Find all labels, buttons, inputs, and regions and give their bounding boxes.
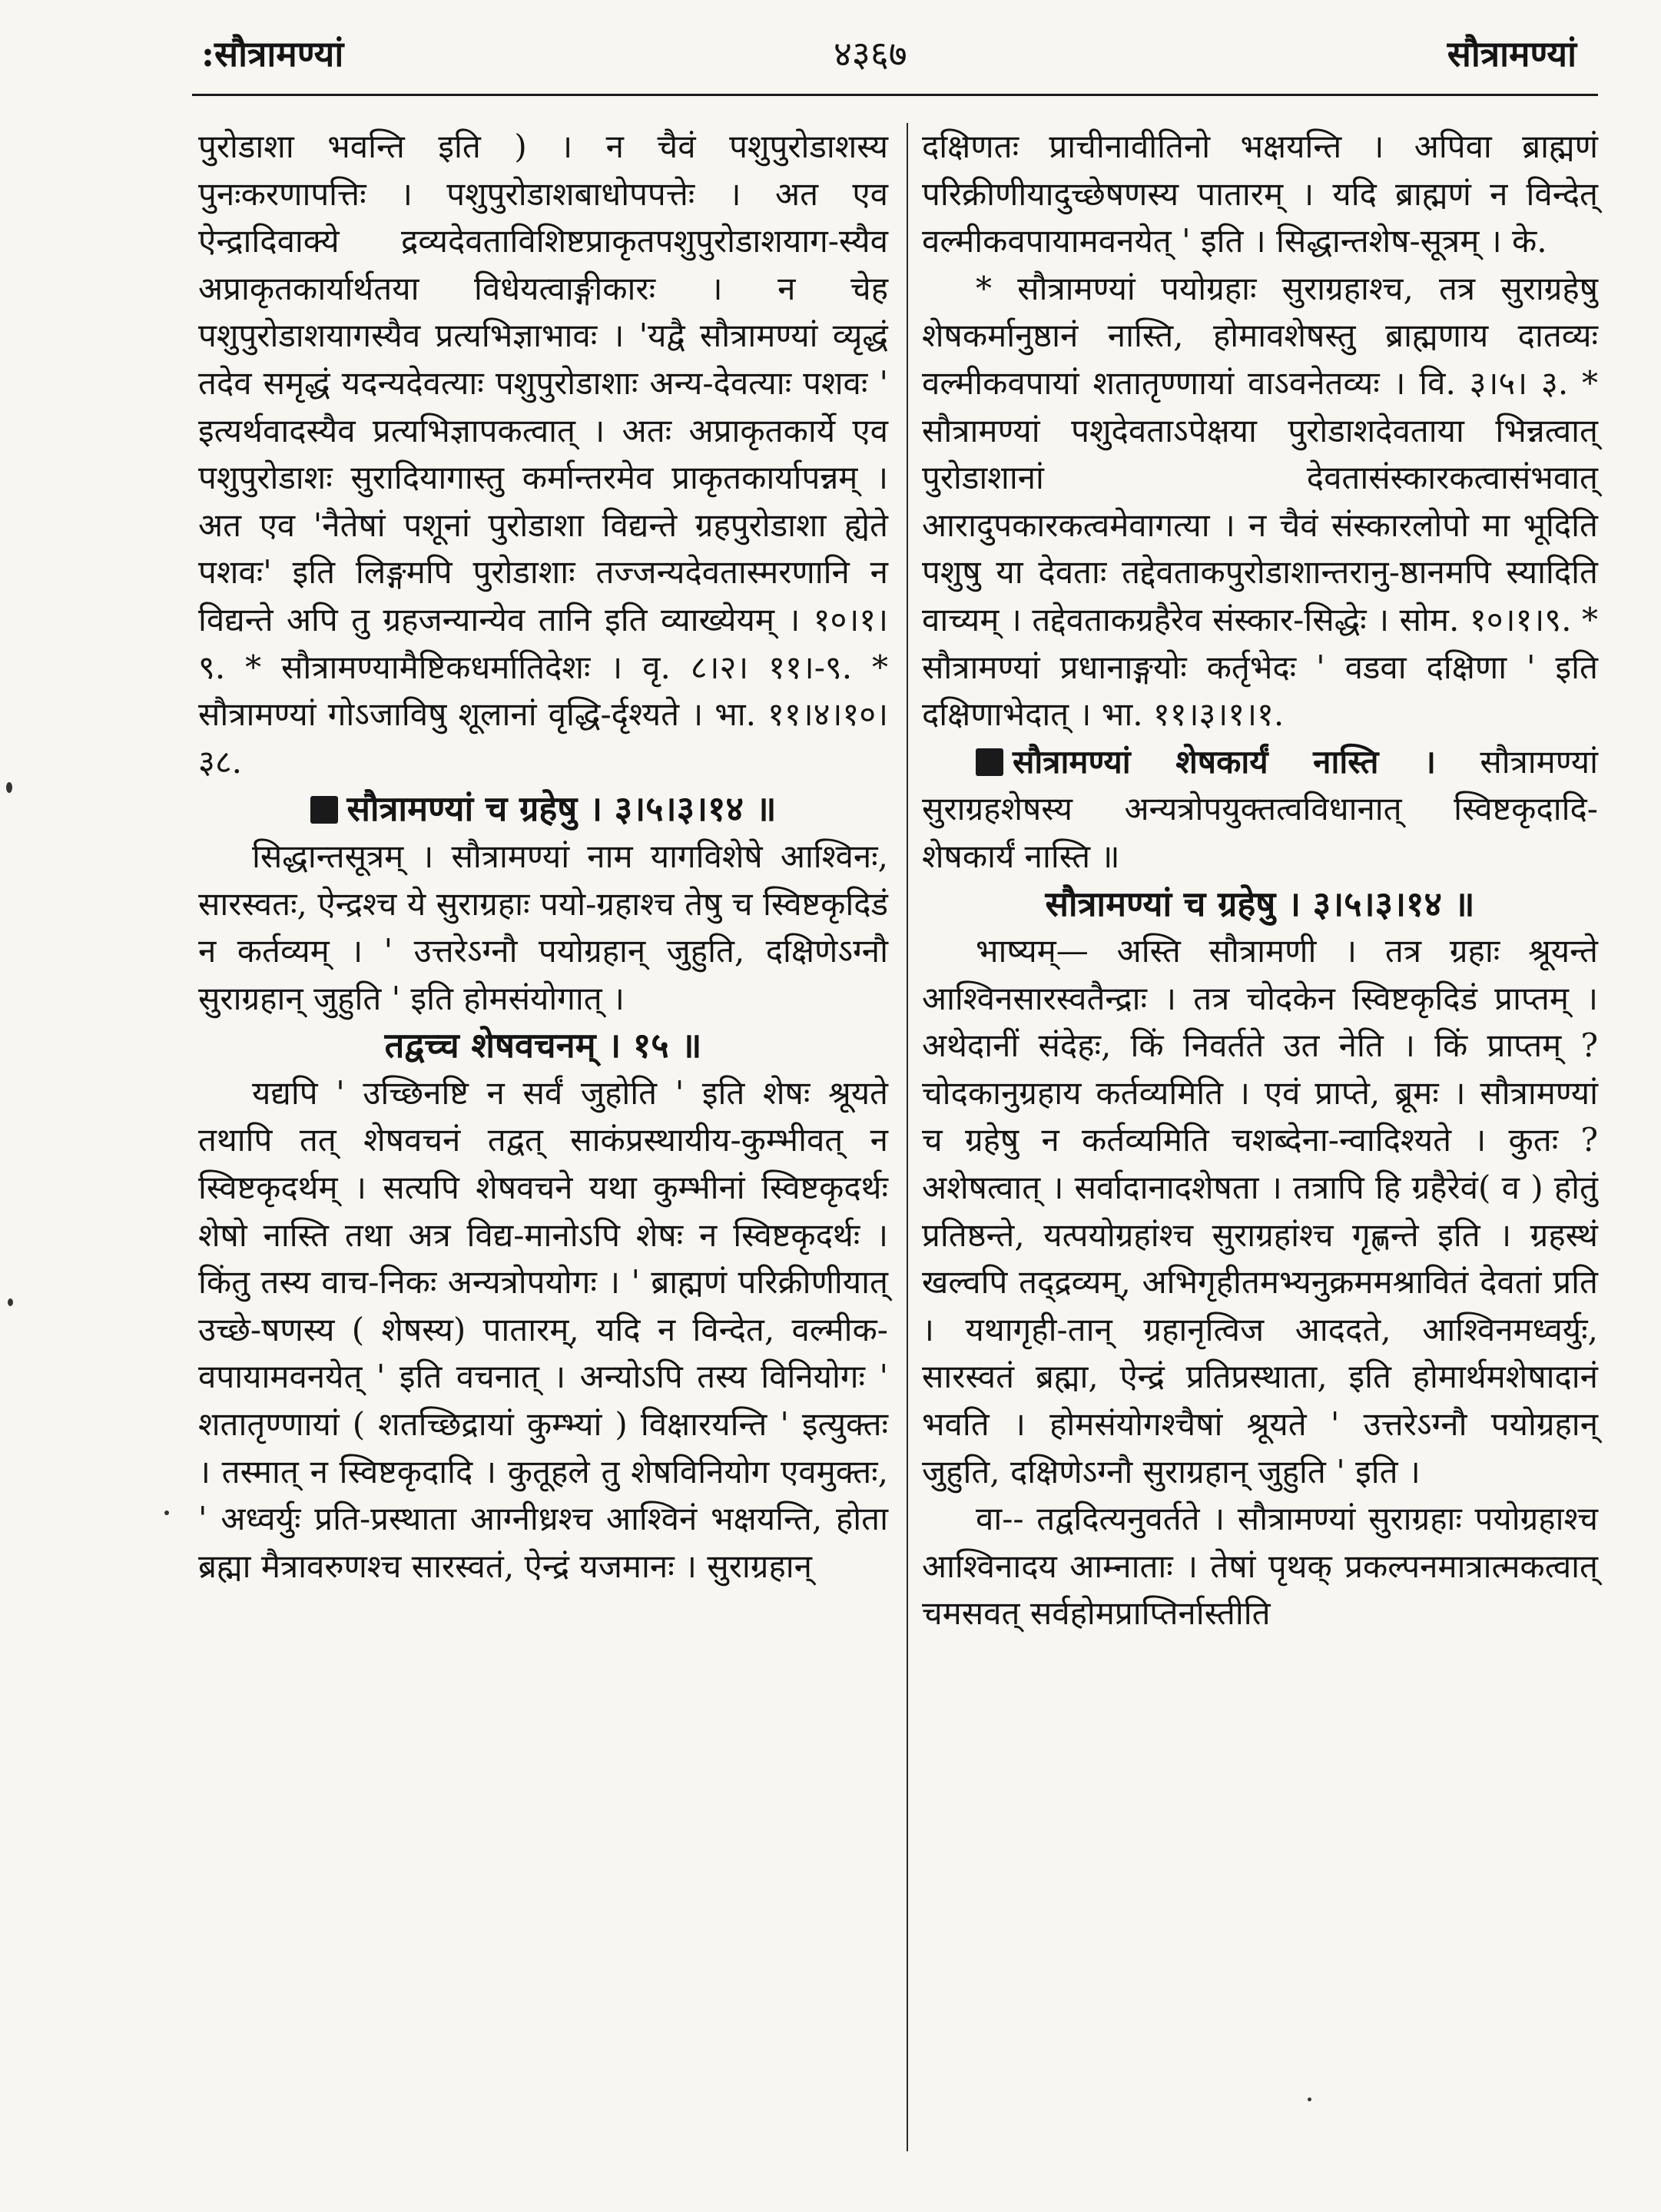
right-paragraph-1: दक्षिणतः प्राचीनावीतिनो भक्षयन्ति । अपिवा ब्राह्मणं परिक्रीणीयादुच्छेषणस्य पातारम् । यदि ब्राह्मणं न विन्देत् वल्मीकवपायामवनयेत् ' इति । सिद्धान्तशेष-सूत्रम् । के. xyxy=(922,128,1598,260)
column-divider xyxy=(907,123,908,2151)
header-rule xyxy=(192,94,1598,96)
scan-speck xyxy=(164,1511,169,1515)
left-heading-1-text: सौत्रामण्यां च ग्रहेषु । ३।५।३।१४ ॥ xyxy=(346,788,777,830)
right-paragraph-3: सौत्रामण्यां सुराग्रहशेषस्य अन्यत्रोपयुक्तत्वविधानात् स्विष्टकृदादि-शेषकार्यं नास्ति ॥ xyxy=(922,742,1598,875)
left-paragraph-2: सिद्धान्तसूत्रम् । सौत्रामण्यां नाम यागविशेषे आश्विनः, सारस्वतः, ऐन्द्रश्च ये सुराग्रहाः पयो-ग्रहाश्च तेषु च स्विष्टकृदिडं न कर्तव्यम् । ' उत्तरेऽग्नौ पयोग्रहान् जुहुति, दक्षिणेऽग्नौ सुराग्रहान् जुहुति ' इति होमसंयोगात् । xyxy=(198,837,888,1017)
scan-speck xyxy=(8,1298,13,1306)
left-paragraph-1: पुरोडाशा भवन्ति इति ) । न चैवं पशुपुरोडाशस्य पुनःकरणापत्तिः । पशुपुरोडाशबाधोपपत्तेः । अत एव ऐन्द्रादिवाक्ये द्रव्यदेवताविशिष्टप्राकृतपशुपुरोडाशयाग-स्यैव अप्राकृतकार्यार्थतया विधेयत्वाङ्गीकारः । न चेह पशुपुरोडाशयागस्यैव प्रत्यभिज्ञाभावः । 'यद्वै सौत्रामण्यां व्यृद्धं तदेव समृद्धं यदन्यदेवत्याः पशुपुरोडाशाः अन्य-देवत्याः पशवः ' इत्यर्थवादस्यैव प्रत्यभिज्ञापकत्वात् । अतः अप्राकृतकार्ये एव पशुपुरोडाशः सुरादियागास्तु कर्मान्तरमेव प्राकृतकार्यापन्नम् । अत एव 'नैतेषां पशूनां पुरोडाशा विद्यन्ते ग्रहपुरोडाशा ह्येते पशवः' इति लिङ्गमपि पुरोडाशाः तज्जन्यदेवतास्मरणानि न विद्यन्ते अपि तु ग्रहजन्यान्येव तानि इति व्याख्येयम् । १०।१।९. * सौत्रामण्यामैष्टिकधर्मातिदेशः । वृ. ८।२। ११।-९. * सौत्रामण्यां गोऽजाविषु शूलानां वृद्धि-र्दृश्यते । भा. ११।४।१०।३८. xyxy=(198,128,888,781)
section-mark-icon xyxy=(976,748,1003,776)
right-column xyxy=(922,123,1598,1637)
left-heading-2: तद्वच्च शेषवचनम् । १५ ॥ xyxy=(384,1025,702,1066)
running-head-left: :सौत्रामण्यां xyxy=(201,33,344,75)
right-paragraph-5: वा-- तद्वदित्यनुवर्तते । सौत्रामण्यां सुराग्रहाः पयोग्रहाश्च आश्विनादय आम्नाताः । तेषां पृथक् प्रकल्पनमात्रात्मकत्वात् चमसवत् सर्वहोमप्राप्तिर्नास्तीति xyxy=(922,1500,1598,1633)
page-number: ४३६७ xyxy=(834,33,907,75)
right-paragraph-4: भाष्यम्— अस्ति सौत्रामणी । तत्र ग्रहाः श्रूयन्ते आश्विनसारस्वतैन्द्राः । तत्र चोदकेन स्विष्टकृदिडं प्राप्तम् । अथेदानीं संदेहः, किं निवर्तते उत नेति । किं प्राप्तम् ? चोदकानुग्रहाय कर्तव्यमिति । एवं प्राप्ते, ब्रूमः । सौत्रामण्यां च ग्रहेषु न कर्तव्यमिति चशब्देना-न्वादिश्यते । कुतः ? अशेषत्वात् । सर्वादानादशेषता । तत्रापि हि ग्रहैरेवं( व ) होतुं प्रतिष्ठन्ते, यत्पयोग्रहांश्च सुराग्रहांश्च गृह्णन्ते इति । ग्रहस्थं खल्वपि तद्द्रव्यम्, अभिगृहीतमभ्यनुक्रममश्रावितं देवतां प्रति । यथागृही-तान् ग्रहानृत्विज आददते, आश्विनमध्वर्युः, सारस्वतं ब्रह्मा, ऐन्द्रं प्रतिप्रस्थाता, इति होमार्थमशेषादानं भवति । होमसंयोगश्चैषां श्रूयते ' उत्तरेऽग्नौ पयोग्रहान् जुहुति, दक्षिणेऽग्नौ सुराग्रहान् जुहुति ' इति । xyxy=(922,932,1598,1491)
page-header xyxy=(0,29,1661,83)
right-heading-2: सौत्रामण्यां च ग्रहेषु । ३।५।३।१४ ॥ xyxy=(1045,883,1475,924)
scan-speck xyxy=(6,782,12,793)
left-heading-1 xyxy=(198,785,888,833)
right-heading-1-block xyxy=(922,738,1598,880)
left-column xyxy=(198,123,888,1590)
right-paragraph-2: * सौत्रामण्यां पयोग्रहाः सुराग्रहाश्च, तत्र सुराग्रहेषु शेषकर्मानुष्ठानं नास्ति, होमावशेषस्तु ब्राह्मणाय दातव्यः वल्मीकवपायां शतातृण्णायां वाऽवनेतव्यः । वि. ३।५। ३. * सौत्रामण्यां पशुदेवताऽपेक्षया पुरोडाशदेवताया भिन्नत्वात् पुरोडाशानां देवतासंस्कारकत्वासंभवात् आरादुपकारकत्वमेवागत्या । न चैवं संस्कारलोपो मा भूदिति पशुषु या देवताः तद्देवताकपुरोडाशान्तरानु-ष्ठानमपि स्यादिति वाच्यम् । तद्देवताकग्रहैरेव संस्कार-सिद्धेः । सोम. १०।१।९. * सौत्रामण्यां प्रधानाङ्गयोः कर्तृभेदः ' वडवा दक्षिणा ' इति दक्षिणाभेदात् । भा. ११।३।१।१. xyxy=(922,269,1598,734)
right-heading-1: सौत्रामण्यां शेषकार्यं नास्ति । xyxy=(1013,742,1437,781)
section-mark-icon xyxy=(310,796,338,824)
running-head-right: सौत्रामण्यां xyxy=(1447,33,1576,75)
scan-speck xyxy=(1308,2098,1311,2101)
left-paragraph-3: यद्यपि ' उच्छिनष्टि न सर्वं जुहोति ' इति शेषः श्रूयते तथापि तत् शेषवचनं तद्वत् साकंप्रस्थायीय-कुम्भीवत् न स्विष्टकृदर्थम् । सत्यपि शेषवचने यथा कुम्भीनां स्विष्टकृदर्थः शेषो नास्ति तथा अत्र विद्य-मानोऽपि शेषः न स्विष्टकृदर्थः । किंतु तस्य वाच-निकः अन्यत्रोपयोगः । ' ब्राह्मणं परिक्रीणीयात् उच्छे-षणस्य ( शेषस्य) पातारम्, यदि न विन्देत, वल्मीक-वपायामवनयेत् ' इति वचनात् । अन्योऽपि तस्य विनियोगः ' शतातृण्णायां ( शतच्छिद्रायां कुम्भ्यां ) विक्षारयन्ति ' इत्युक्तः । तस्मात् न स्विष्टकृदादि । कुतूहले तु शेषविनियोग एवमुक्तः, ' अध्वर्युः प्रति-प्रस्थाता आग्नीध्रश्च आश्विनं भक्षयन्ति, होता ब्रह्मा मैत्रावरुणश्च सारस्वतं, ऐन्द्रं यजमानः । सुराग्रहान् xyxy=(198,1073,888,1585)
